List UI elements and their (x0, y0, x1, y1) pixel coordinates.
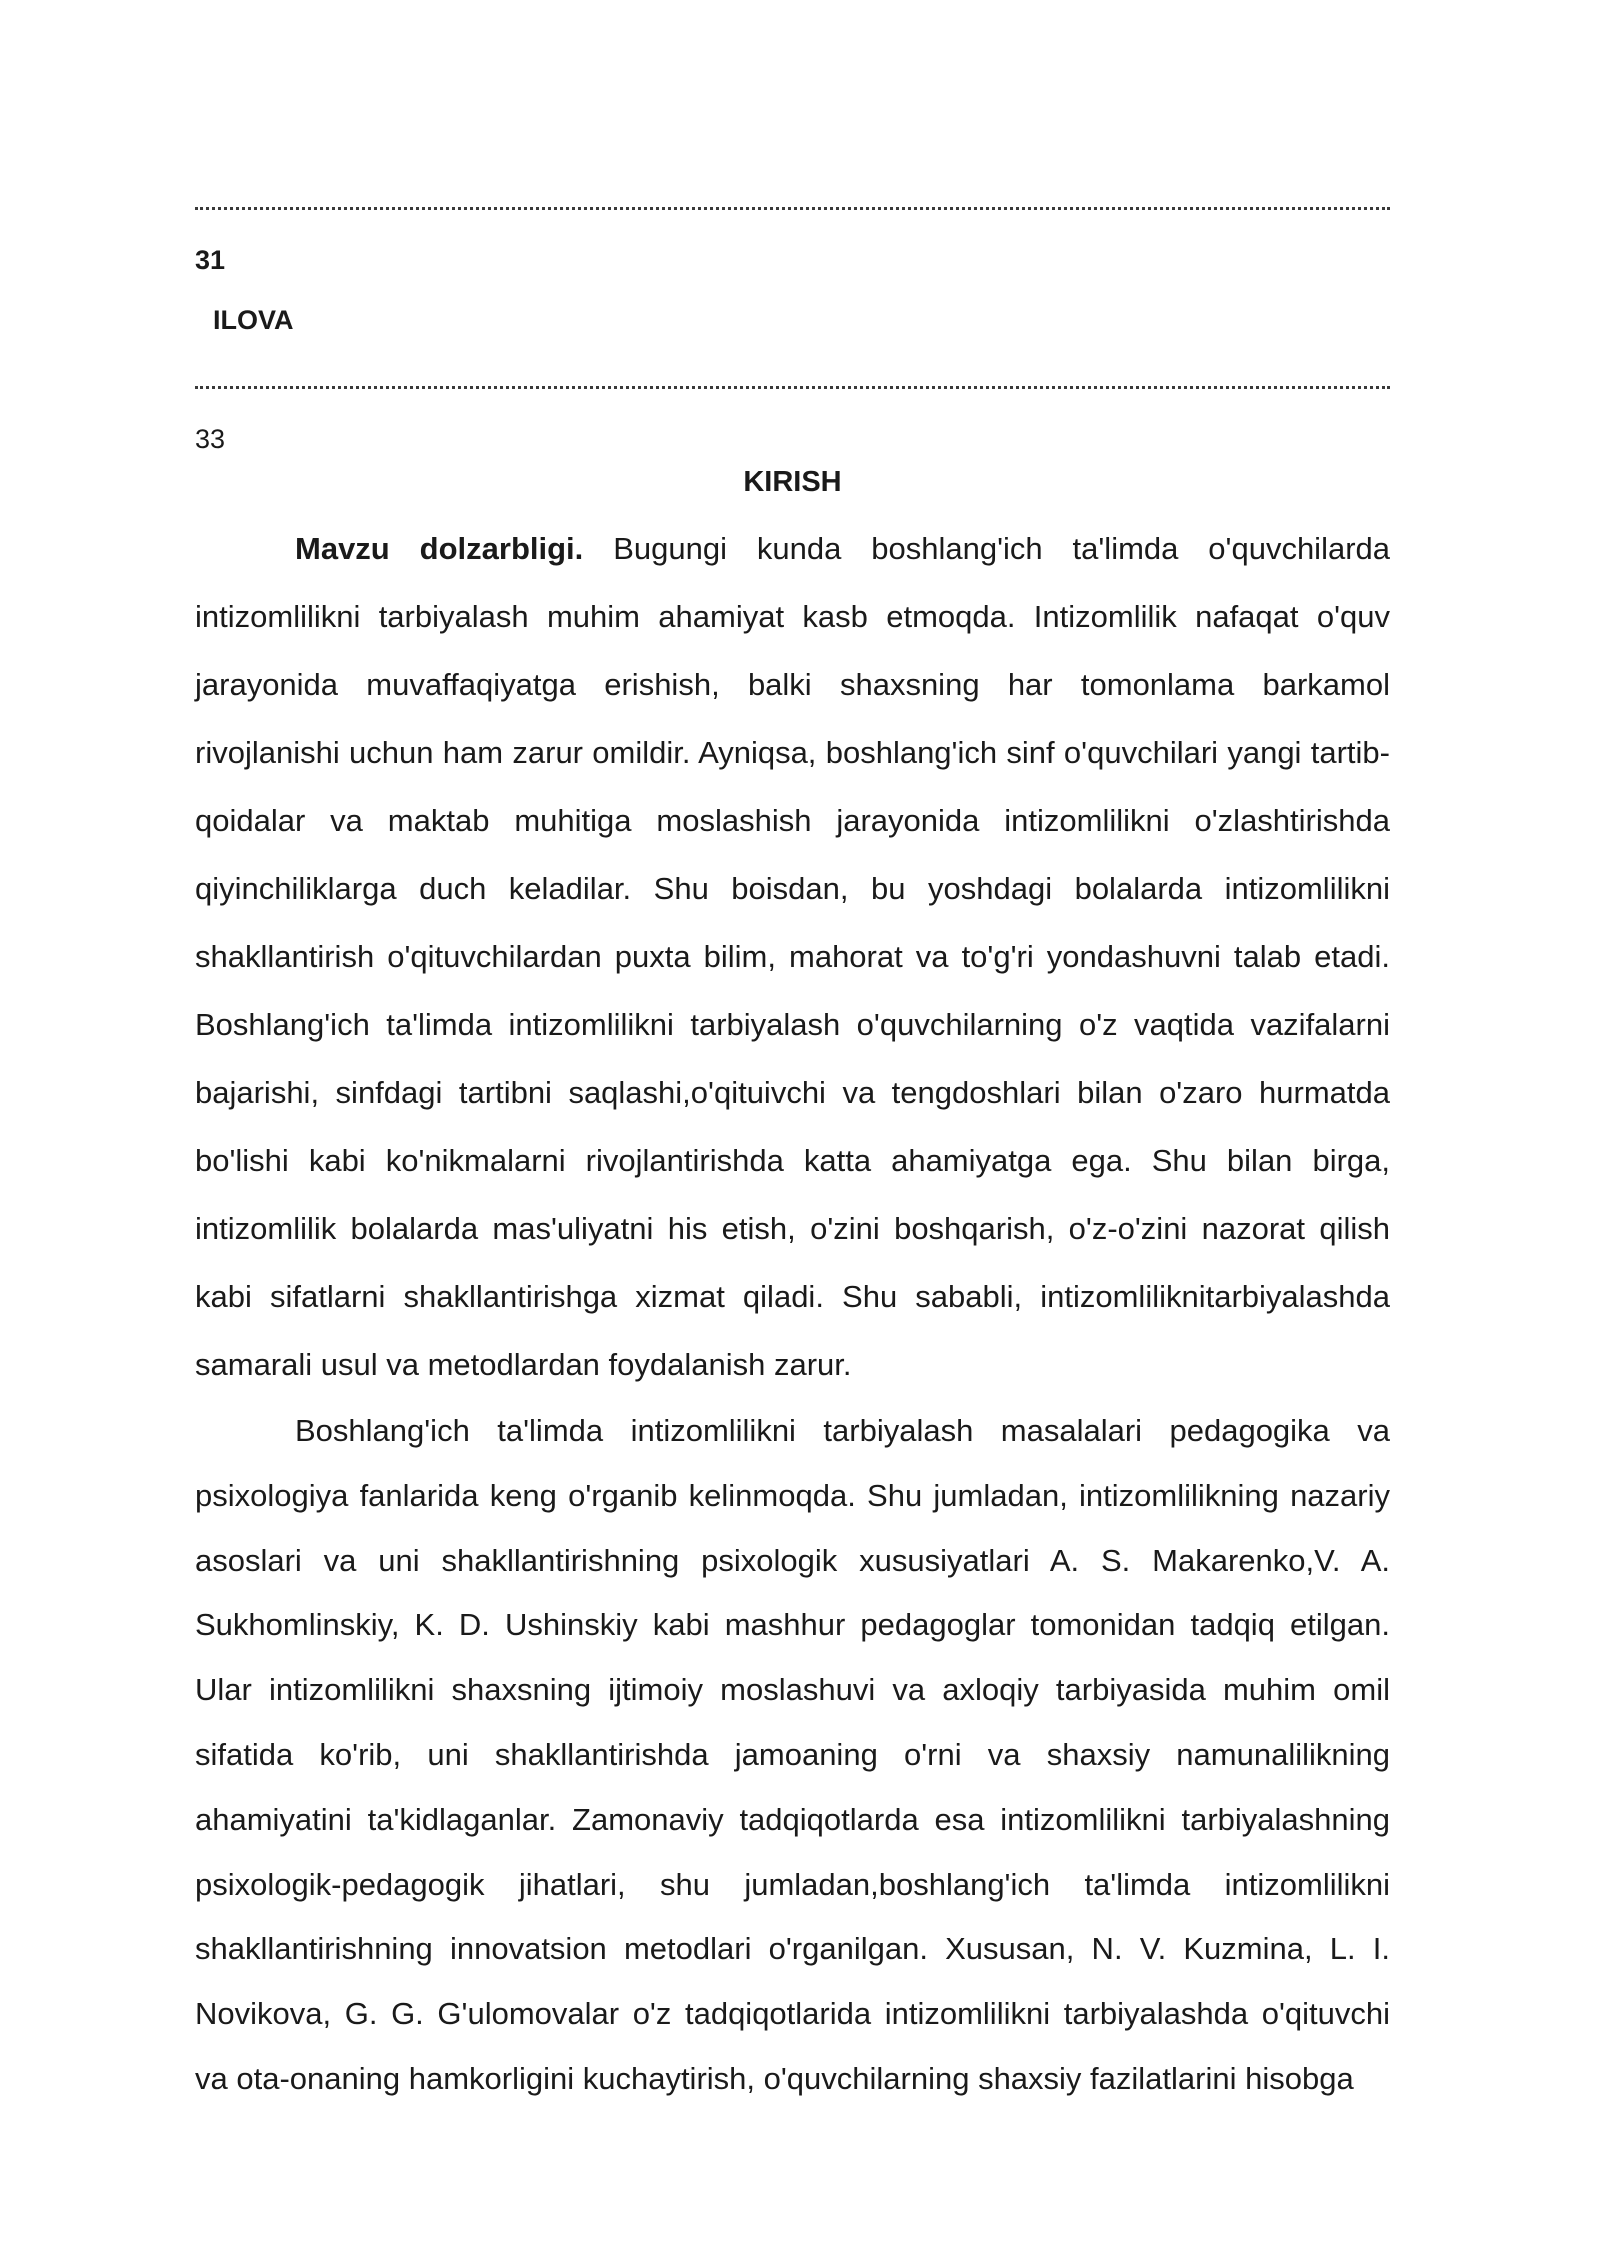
paragraph-lead: Mavzu dolzarbligi. (295, 531, 584, 566)
toc-entry-title: ILOVA (213, 305, 294, 335)
body-paragraph-1 (195, 515, 1390, 1399)
paragraph-text: Boshlang'ich ta'limda intizomlilikni tarbiyalash masalalari pedagogika va psixologiya fanlarida keng o'rganib kelinmoqda. Shu jumladan, intizomlilikning nazariy asoslari va uni shakllantirishning psixologik xususiyatlari A. S. Makarenko,V. A. Sukhomlinskiy, K. D. Ushinskiy kabi mashhur pedagoglar tomonidan tadqiq etilgan. Ular intizomlilikni shaxsning ijtimoiy moslashuvi va axloqiy tarbiyasida muhim omil sifatida ko'rib, uni shakllantirishda jamoaning o'rni va shaxsiy namunalilikning ahamiyatini ta'kidlaganlar. Zamonaviy tadqiqotlarda esa intizomlilikni tarbiyalashning psixologik-pedagogik jihatlari, shu jumladan,boshlang'ich ta'limda intizomlilikni shakllantirishning innovatsion metodlari o'rganilgan. Xususan, N. V. Kuzmina, L. I. Novikova, G. G. G'ulomovalar o'z tadqiqotlarida intizomlilikni tarbiyalashda o'qituvchi va ota-onaning hamkorligini kuchaytirish, o'quvchilarning shaxsiy fazilatlarini hisobga (195, 1413, 1390, 2096)
toc-leader-dots (195, 207, 1390, 210)
toc-page-number: 33 (195, 424, 226, 454)
toc-page-number: 31 (195, 245, 226, 275)
paragraph-text: Bugungi kunda boshlang'ich ta'limda o'quvchilarda intizomlilikni tarbiyalash muhim ahamiyat kasb etmoqda. Intizomlilik nafaqat o'quv jarayonida muvaffaqiyatga erishish, balki shaxsning har tomonlama barkamol rivojlanishi uchun ham zarur omildir. Ayniqsa, boshlang'ich sinf o'quvchilari yangi tartib-qoidalar va maktab muhitiga moslashish jarayonida intizomlilikni o'zlashtirishda qiyinchiliklarga duch keladilar. Shu boisdan, bu yoshdagi bolalarda intizomlilikni shakllantirish o'qituvchilardan puxta bilim, mahorat va to'g'ri yondashuvni talab etadi. Boshlang'ich ta'limda intizomlilikni tarbiyalash o'quvchilarning o'z vaqtida vazifalarni bajarishi, sinfdagi tartibni saqlashi,o'qituivchi va tengdoshlari bilan o'zaro hurmatda bo'lishi kabi ko'nikmalarni rivojlantirishda katta ahamiyatga ega. Shu bilan birga, intizomlilik bolalarda mas'uliyatni his etish, o'zini boshqarish, o'z-o'zini nazorat qilish kabi sifatlarni shakllantirishga xizmat qiladi. Shu sababli, intizomliliknitarbiyalashda samarali usul va metodlardan foydalanish zarur. (195, 531, 1391, 1382)
section-heading: KIRISH (743, 466, 842, 498)
body-paragraph-2 (195, 1399, 1390, 2112)
toc-leader-dots (195, 386, 1390, 389)
